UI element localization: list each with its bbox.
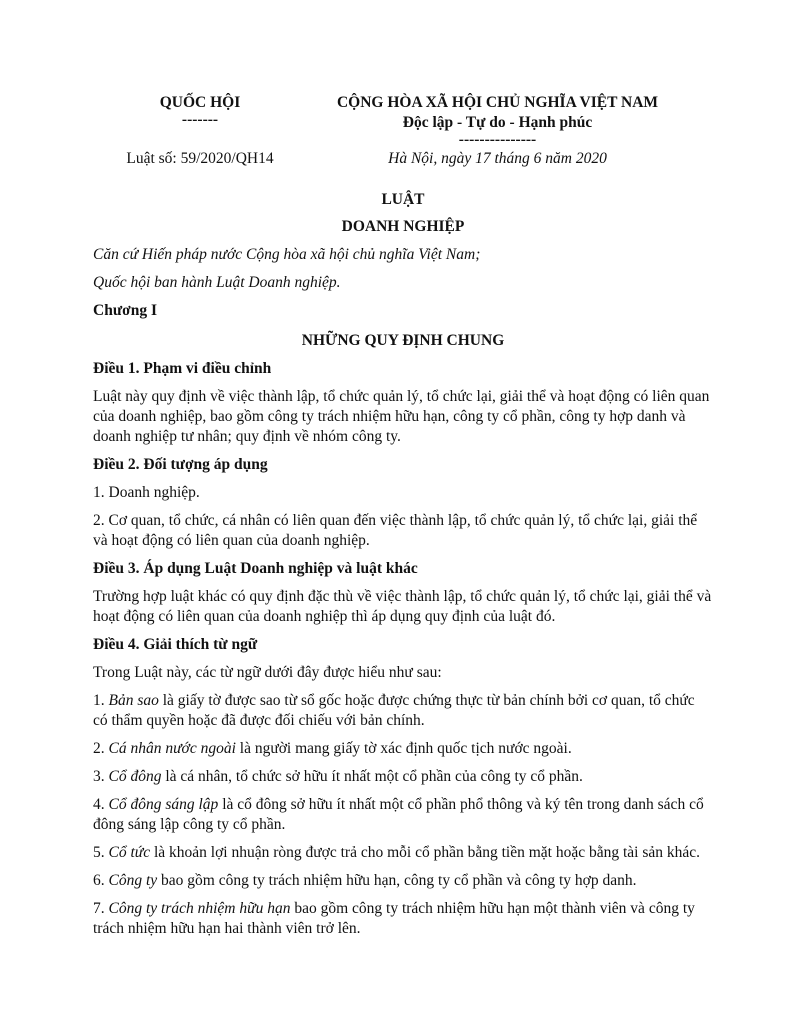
document-body xyxy=(93,190,713,939)
article-3-text: Trường hợp luật khác có quy định đặc thù về việc thành lập, tổ chức quản lý, tổ chức lại, giải thể và hoạt động có liên quan của doanh nghiệp thì áp dụng quy định của luật đó. xyxy=(93,588,712,625)
definition-item xyxy=(93,691,713,731)
article-4-heading: Điều 4. Giải thích từ ngữ xyxy=(93,636,258,653)
definition-number: 3. xyxy=(93,768,109,785)
definition-number: 2. xyxy=(93,740,109,757)
law-number: Luật số: 59/2020/QH14 xyxy=(126,150,274,167)
definition-item xyxy=(93,767,713,787)
definition-item xyxy=(93,899,713,939)
doc-type-title: LUẬT xyxy=(381,191,425,208)
definition-item xyxy=(93,795,713,835)
doc-name-title: DOANH NGHIỆP xyxy=(341,218,465,235)
definition-item xyxy=(93,843,713,863)
article-4-intro: Trong Luật này, các từ ngữ dưới đây được hiểu như sau: xyxy=(93,664,442,681)
definition-term: Công ty trách nhiệm hữu hạn xyxy=(108,900,291,917)
header-left-divider: ------- xyxy=(181,111,219,128)
place-date: Hà Nội, ngày 17 tháng 6 năm 2020 xyxy=(388,150,607,167)
definition-item xyxy=(93,739,713,759)
definition-term: Cổ đông sáng lập xyxy=(108,796,219,813)
chapter-label: Chương I xyxy=(93,302,157,319)
definition-number: 1. xyxy=(93,692,109,709)
preamble-basis: Căn cứ Hiến pháp nước Cộng hòa xã hội chủ nghĩa Việt Nam; xyxy=(93,246,481,263)
definition-term: Cổ tức xyxy=(108,844,151,861)
article-2-heading: Điều 2. Đối tượng áp dụng xyxy=(93,456,268,473)
header-right-divider: --------------- xyxy=(458,131,537,148)
preamble-promulgation: Quốc hội ban hành Luật Doanh nghiệp. xyxy=(93,274,341,291)
definition-number: 6. xyxy=(93,872,109,889)
definition-term: Cổ đông xyxy=(108,768,162,785)
definition-text: là người mang giấy tờ xác định quốc tịch nước ngoài. xyxy=(235,740,572,757)
definition-item xyxy=(93,871,713,891)
definition-term: Bản sao xyxy=(108,692,159,709)
definition-text: bao gồm công ty trách nhiệm hữu hạn một thành viên và công ty trách nhiệm hữu hạn hai thành viên trở lên. xyxy=(93,900,695,937)
article-2-item-2: 2. Cơ quan, tổ chức, cá nhân có liên quan đến việc thành lập, tổ chức quản lý, tổ chức lại, giải thể và hoạt động có liên quan của doanh nghiệp. xyxy=(93,512,698,549)
definition-term: Cá nhân nước ngoài xyxy=(108,740,236,757)
article-3-heading: Điều 3. Áp dụng Luật Doanh nghiệp và luật khác xyxy=(93,560,418,577)
national-motto: Độc lập - Tự do - Hạnh phúc xyxy=(402,114,593,131)
definition-number: 5. xyxy=(93,844,109,861)
definition-text: bao gồm công ty trách nhiệm hữu hạn, công ty cổ phần và công ty hợp danh. xyxy=(157,872,637,889)
article-2-item-1: 1. Doanh nghiệp. xyxy=(93,484,200,501)
chapter-title: NHỮNG QUY ĐỊNH CHUNG xyxy=(301,332,505,349)
definition-text: là cổ đông sở hữu ít nhất một cổ phần phổ thông và ký tên trong danh sách cổ đông sáng lập công ty cổ phần. xyxy=(93,796,704,833)
definition-term: Công ty xyxy=(108,872,158,889)
definition-text: là khoản lợi nhuận ròng được trả cho mỗi cổ phần bằng tiền mặt hoặc bằng tài sản khác. xyxy=(150,844,701,861)
article-1-text: Luật này quy định về việc thành lập, tổ chức quản lý, tổ chức lại, giải thể và hoạt động có liên quan của doanh nghiệp, bao gồm công ty trách nhiệm hữu hạn, công ty cổ phần, công ty hợp danh và doanh nghiệp tư nhân; quy định về nhóm công ty. xyxy=(93,388,710,445)
header-left xyxy=(105,93,295,127)
definition-text: là giấy tờ được sao từ sổ gốc hoặc được chứng thực từ bản chính bởi cơ quan, tổ chức có thẩm quyền hoặc đã được đối chiếu với bản chính. xyxy=(93,692,695,729)
national-title: CỘNG HÒA XÃ HỘI CHỦ NGHĨA VIỆT NAM xyxy=(336,94,659,111)
issuing-body: QUỐC HỘI xyxy=(159,94,241,111)
article-1-heading: Điều 1. Phạm vi điều chỉnh xyxy=(93,360,272,377)
definition-text: là cá nhân, tổ chức sở hữu ít nhất một cổ phần của công ty cổ phần. xyxy=(161,768,583,785)
definition-number: 4. xyxy=(93,796,109,813)
header-right xyxy=(300,93,695,147)
definition-number: 7. xyxy=(93,900,109,917)
